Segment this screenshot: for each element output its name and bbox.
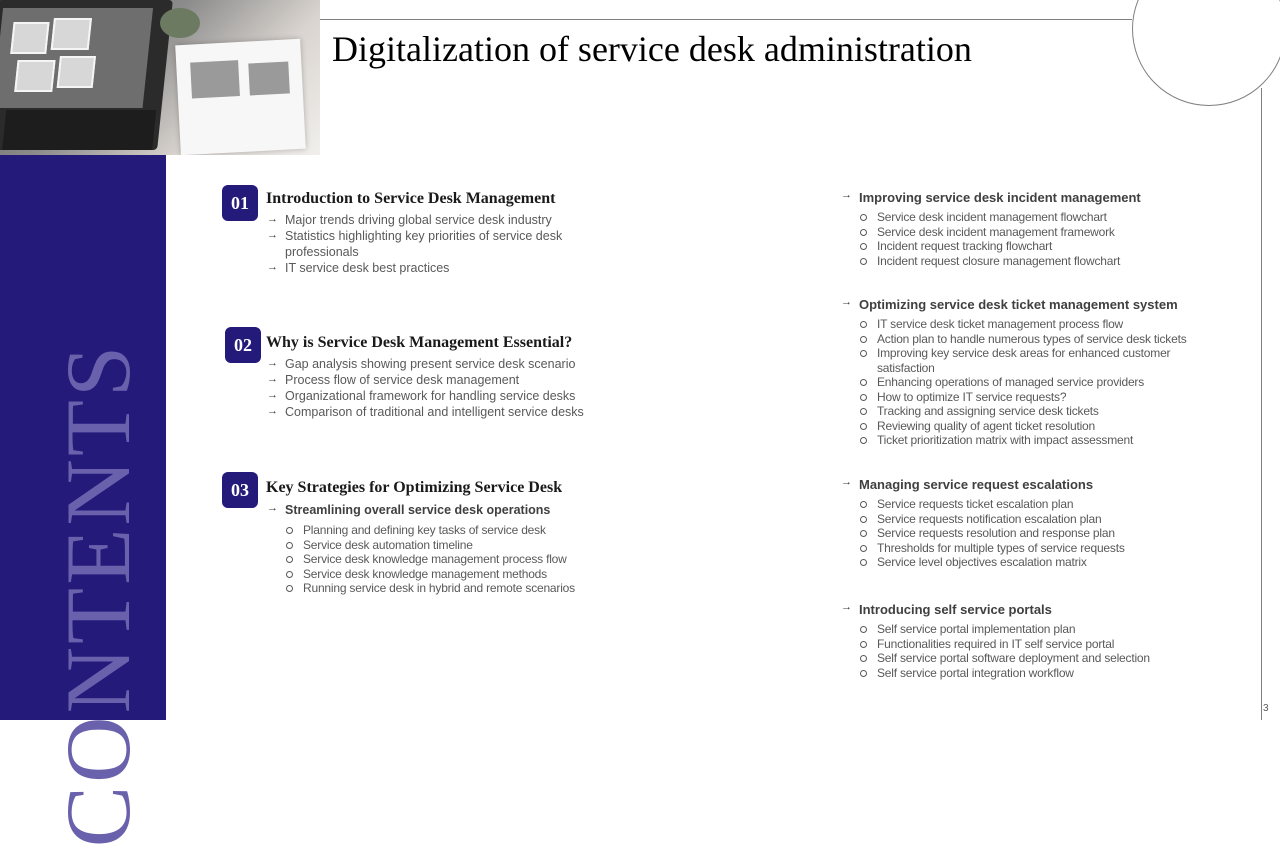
list-item: → Process flow of service desk management — [267, 372, 627, 388]
section-title: Why is Service Desk Management Essential? — [266, 334, 573, 351]
laptop-graphic — [0, 0, 173, 150]
list-item: Incident request tracking flowchart — [858, 239, 1218, 254]
list-item: Service desk automation timeline — [284, 538, 624, 553]
group-items — [858, 210, 1218, 268]
section-subheading: → Streamlining overall service desk operations — [267, 503, 550, 517]
list-item: Ticket prioritization matrix with impact assessment — [858, 433, 1218, 448]
laptop-screen — [0, 8, 153, 108]
list-item: Service requests ticket escalation plan — [858, 497, 1218, 512]
list-item: Enhancing operations of managed service providers — [858, 375, 1218, 390]
list-item: → Statistics highlighting key priorities of service desk professionals — [267, 228, 567, 260]
top-divider — [320, 19, 1132, 20]
group-title: → Improving service desk incident management — [841, 190, 1141, 205]
list-item: Service requests notification escalation plan — [858, 512, 1218, 527]
page-number: 3 — [1263, 703, 1269, 714]
plant-graphic — [160, 8, 200, 38]
list-item: Service desk knowledge management process flow — [284, 552, 624, 567]
contents-sidebar — [0, 155, 166, 847]
group-items — [858, 497, 1218, 570]
page-title: Digitalization of service desk administration — [332, 29, 972, 69]
section-items — [284, 523, 624, 596]
group-title: → Introducing self service portals — [841, 602, 1052, 617]
corner-circle-decoration — [1132, 0, 1280, 106]
group-title: → Managing service request escalations — [841, 477, 1093, 492]
screen-thumb — [51, 18, 92, 50]
list-item: Reviewing quality of agent ticket resolution — [858, 419, 1218, 434]
list-item: Tracking and assigning service desk tickets — [858, 404, 1218, 419]
section-number-badge: 03 — [222, 472, 258, 508]
header-photo — [0, 0, 320, 155]
section-title: Key Strategies for Optimizing Service Desk — [266, 479, 563, 496]
list-item: Service level objectives escalation matrix — [858, 555, 1218, 570]
contents-label: CONTENTS — [47, 342, 149, 847]
print-thumb — [190, 60, 240, 98]
list-item: Action plan to handle numerous types of service desk tickets — [858, 332, 1218, 347]
list-item: Running service desk in hybrid and remote scenarios — [284, 581, 624, 596]
right-divider — [1261, 88, 1262, 720]
group-title: → Optimizing service desk ticket management system — [841, 297, 1178, 312]
group-items — [858, 317, 1218, 448]
list-item: Service desk incident management framework — [858, 225, 1218, 240]
list-item: Thresholds for multiple types of service requests — [858, 541, 1218, 556]
screen-thumb — [14, 60, 55, 92]
print-thumb — [248, 61, 290, 95]
list-item: IT service desk ticket management process flow — [858, 317, 1218, 332]
list-item: Self service portal software deployment and selection — [858, 651, 1218, 666]
list-item: Improving key service desk areas for enhanced customer satisfaction — [858, 346, 1218, 375]
list-item: → IT service desk best practices — [267, 260, 567, 276]
list-item: Service desk incident management flowchart — [858, 210, 1218, 225]
group-items — [858, 622, 1218, 680]
list-item: Self service portal implementation plan — [858, 622, 1218, 637]
screen-thumb — [57, 56, 96, 88]
photo-print-graphic — [175, 39, 306, 155]
list-item: Self service portal integration workflow — [858, 666, 1218, 681]
keyboard-graphic — [2, 110, 156, 150]
list-item: How to optimize IT service requests? — [858, 390, 1218, 405]
list-item: → Major trends driving global service desk industry — [267, 212, 567, 228]
screen-thumb — [10, 22, 49, 54]
list-item: → Comparison of traditional and intelligent service desks — [267, 404, 627, 420]
section-title: Introduction to Service Desk Management — [266, 190, 556, 207]
section-number-badge: 01 — [222, 185, 258, 221]
section-number-badge: 02 — [225, 327, 261, 363]
list-item: Functionalities required in IT self service portal — [858, 637, 1218, 652]
section-items — [267, 356, 627, 420]
list-item: → Gap analysis showing present service desk scenario — [267, 356, 627, 372]
list-item: Service requests resolution and response plan — [858, 526, 1218, 541]
list-item: Planning and defining key tasks of service desk — [284, 523, 624, 538]
list-item: Incident request closure management flowchart — [858, 254, 1218, 269]
list-item: Service desk knowledge management methods — [284, 567, 624, 582]
section-items — [267, 212, 567, 276]
list-item: → Organizational framework for handling service desks — [267, 388, 627, 404]
